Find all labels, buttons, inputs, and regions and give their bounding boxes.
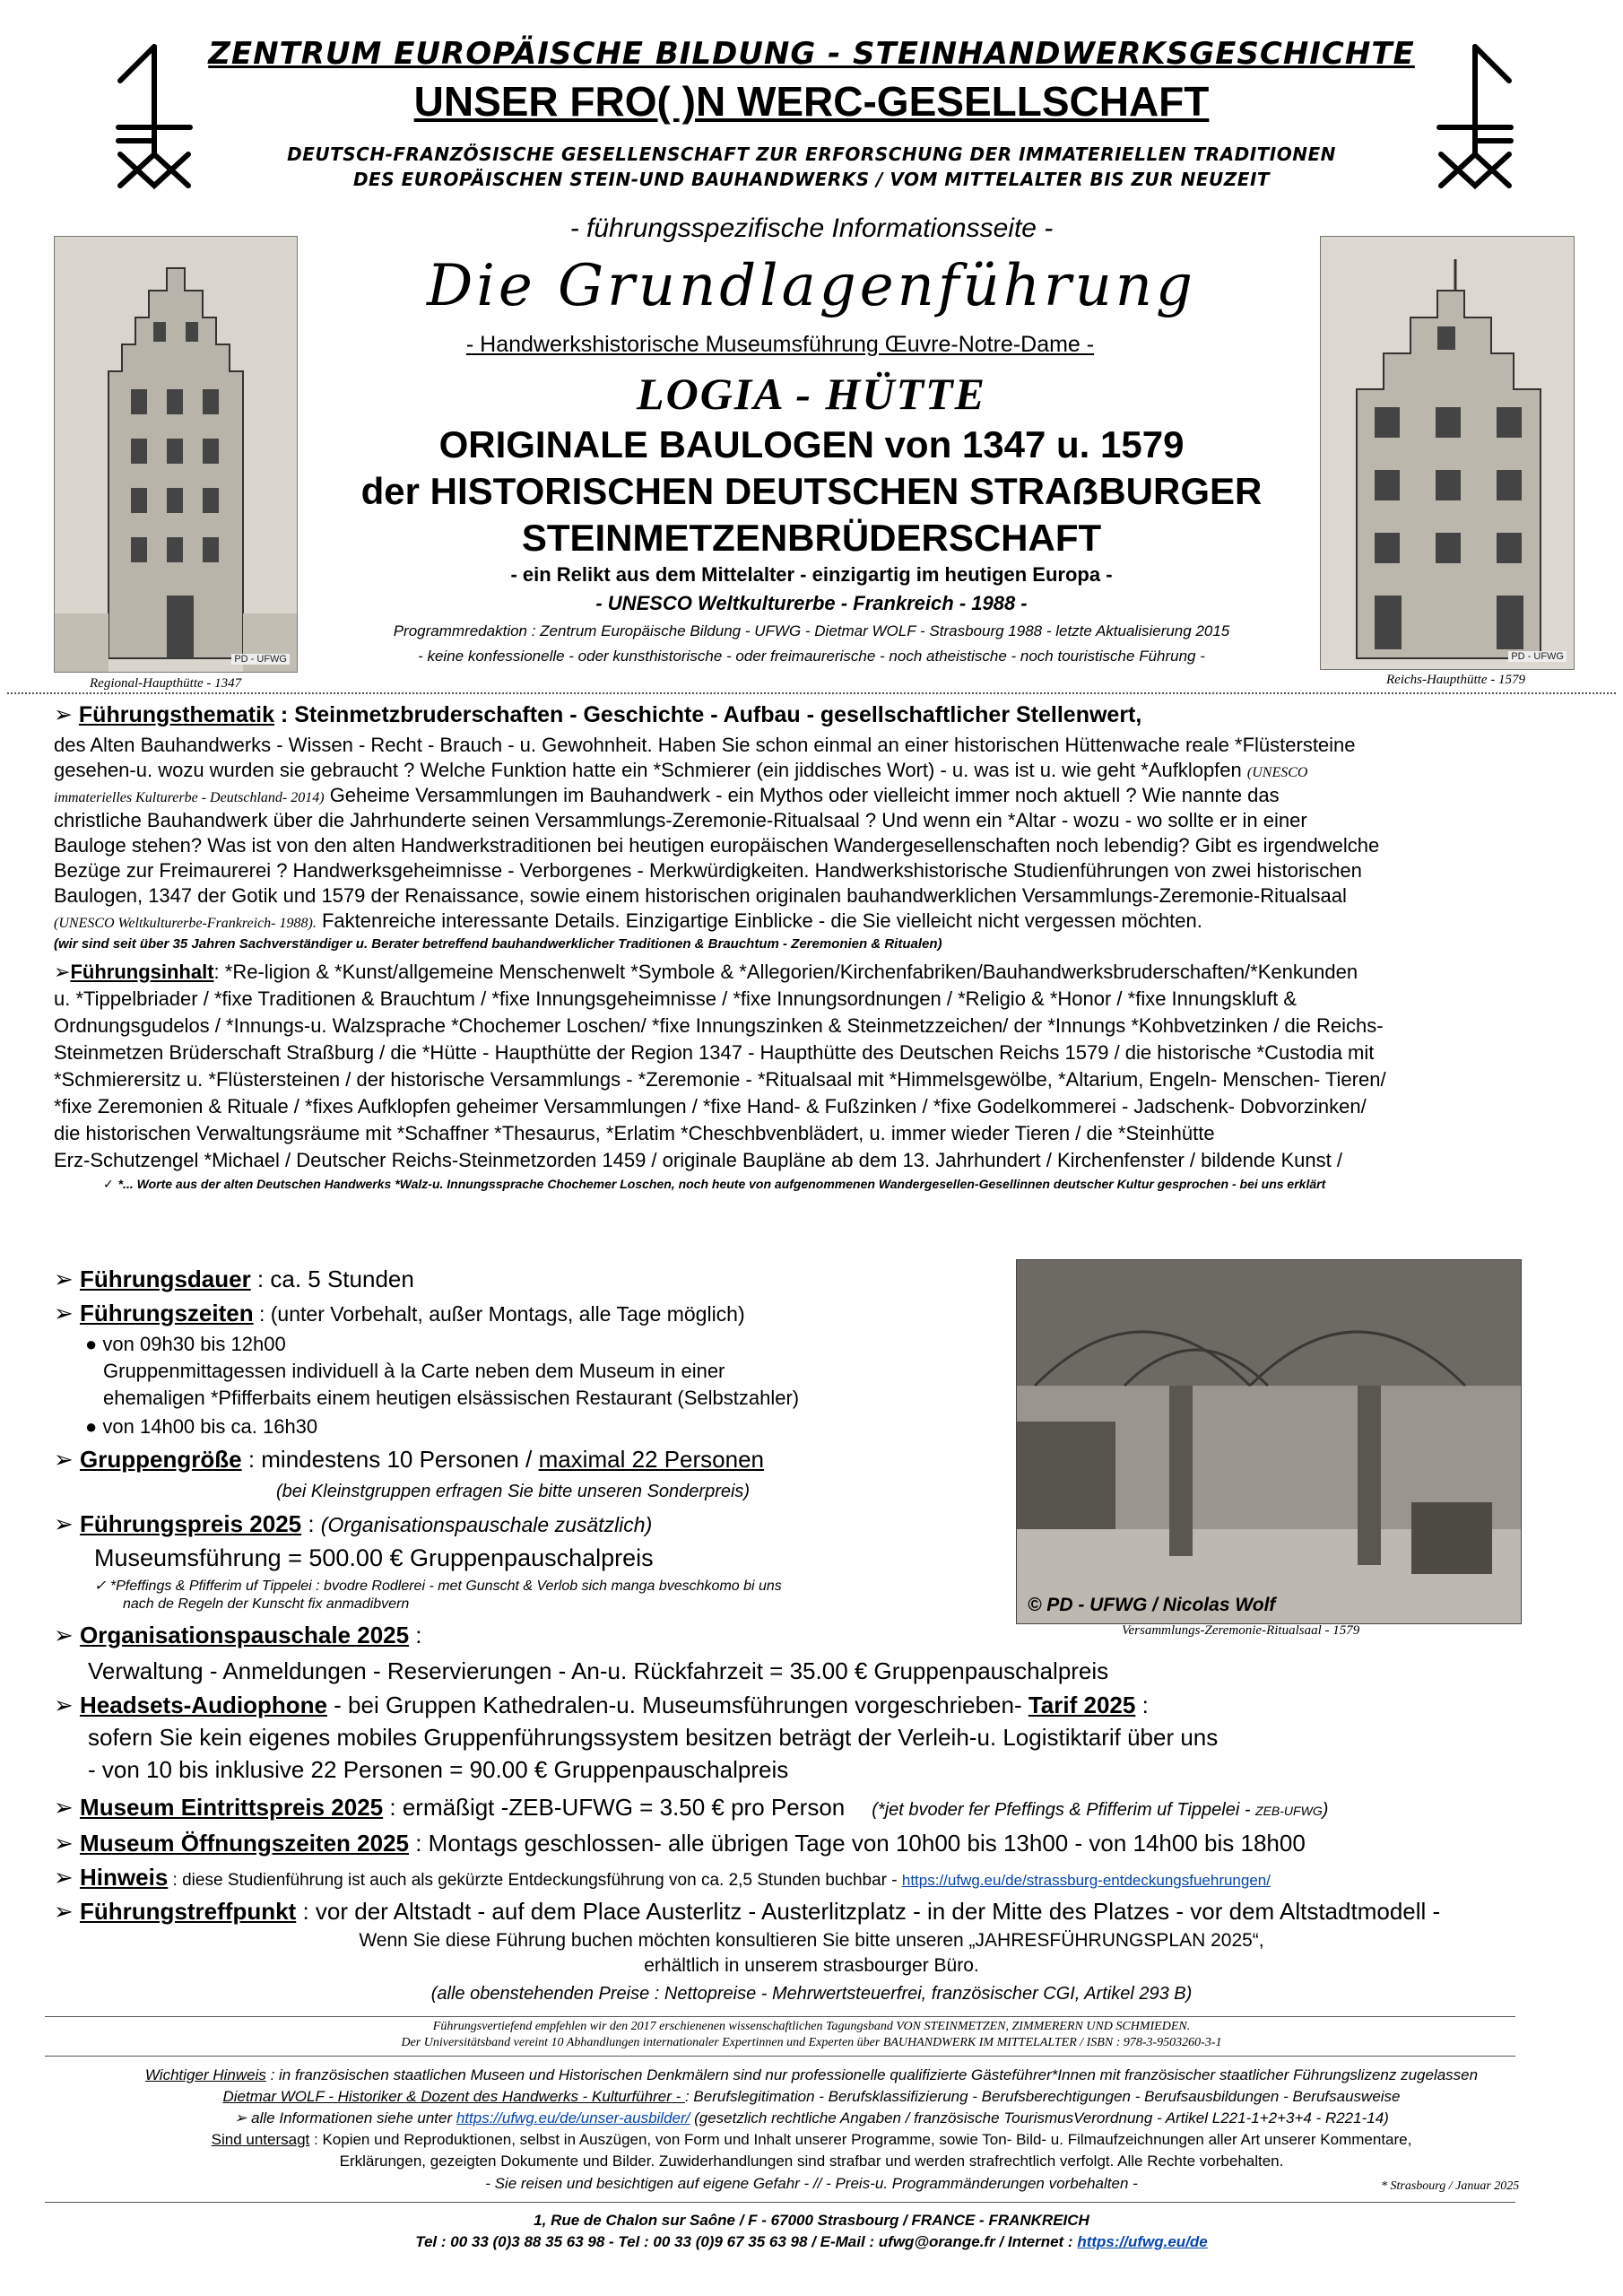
orga-detail: Verwaltung - Anmeldungen - Reservierungen - An-u. Rückfahrzeit = 35.00 € Gruppenpauschalpreis — [88, 1657, 1109, 1684]
hall-caption: Versammlungs-Zeremonie-Ritualsaal - 1579 — [1122, 1623, 1360, 1638]
museum-price: Museumsführung = 500.00 € Gruppenpauschalpreis — [94, 1544, 654, 1571]
thematik-text-4: christliche Bauhandwerk über die Jahrhunderte seinen Versammlungs-Zeremonie-Ritualsaal ? Und wenn ein *Altar - wozu - wo sollte er in einer — [54, 809, 1307, 831]
website-link[interactable]: https://ufwg.eu/de — [1077, 2233, 1208, 2250]
divider — [45, 2056, 1515, 2057]
heading-line-3: STEINMETZENBRÜDERSCHAFT — [521, 517, 1102, 559]
inhalt-line-1: ➢Führungsinhalt: *Re-ligion & *Kunst/allgemeine Menschenwelt *Symbole & *Allegorien/Kirchenfabriken/Bauhandwerksbruderschaften/*Kenkunden — [54, 961, 1358, 984]
thematik-text-1: des Alten Bauhandwerks - Wissen - Recht - Brauch - u. Gewohnheit. Haben Sie schon einmal an einer historischen Hüttenwache reale *Flüstersteine — [54, 734, 1356, 756]
zeiten-line: ➢ Führungszeiten : (unter Vorbehalt, außer Montags, alle Tage möglich) — [54, 1300, 745, 1327]
regional-lodge-photo — [54, 236, 298, 673]
bullet-dot-icon: ● — [85, 1415, 103, 1438]
thematik-text-5: Bauloge stehen? Was ist von den alten Handwerkstraditionen bei heutigen europäischen Wandergesellenschaften noch lebendig? Gibt es irgendwelche — [54, 834, 1380, 857]
zeiten-lunch-2: ehemaligen *Pfifferbaits einem heutigen elsässischen Restaurant (Selbstzahler) — [103, 1387, 800, 1409]
thematik-text-7: Baulogen, 1347 der Gotik und 1579 der Renaissance, sowie einem historischen originalen bauhandwerklichen Versammlungs-Zeremonie-Ritualsaal — [54, 884, 1347, 907]
guide-credentials: Dietmar WOLF - Historiker & Dozent des Handwerks - Kulturführer - : Berufslegitimation - Berufsklassifizierung - Berufsberechtigungen - Berufsausbildungen - Berufsausweise — [222, 2088, 1401, 2105]
left-photo-caption: Regional-Haupthütte - 1347 — [90, 676, 242, 691]
inhalt-line-7: die historischen Verwaltungsräume mit *Schaffner *Thesaurus, *Erlatim *Cheschbvenblädert, u. immer wieder Tieren / die *Steinhütte — [54, 1122, 1215, 1144]
thematik-heading: ➢ Führungsthematik : Steinmetzbruderschaften - Geschichte - Aufbau - gesellschaftlicher Stellenwert, — [54, 701, 1142, 727]
dauer-line: ➢ Führungsdauer : ca. 5 Stunden — [54, 1265, 414, 1293]
footer-contact: Tel : 00 33 (0)3 88 35 63 98 - Tel : 00 33 (0)9 67 35 63 98 / E-Mail : ufwg@orange.fr / Internet : https://ufwg.eu/de — [415, 2233, 1208, 2250]
heading-line-1: ORIGINALE BAULOGEN von 1347 u. 1579 — [438, 423, 1185, 465]
footer-address: 1, Rue de Chalon sur Saône / F - 67000 Strasbourg / FRANCE - FRANKREICH — [534, 2212, 1089, 2229]
tour-subtitle: - Handwerkshistorische Museumsführung Œuvre-Notre-Dame - — [465, 332, 1095, 357]
society-title: UNSER FRO( )N WERC-GESELLSCHAFT — [413, 78, 1210, 125]
booking-line-3: (alle obenstehenden Preise : Nettopreise - Mehrwertsteuerfrei, französischer CGI, Artikel 293 B) — [430, 1984, 1193, 2004]
right-photo-caption: Reichs-Haupthütte - 1579 — [1386, 673, 1525, 687]
booking-line-2: erhältlich in unserem strasbourger Büro. — [644, 1955, 979, 1976]
thematik-text-2: gesehen-u. wozu wurden sie gebraucht ? Welche Funktion hatte ein *Schmierer (ein jiddisches Wort) - u. was ist u. wie geht *Aufklopfen (UNESCO — [54, 759, 1308, 781]
oeffnung-line: ➢ Museum Öffnungszeiten 2025 : Montags geschlossen- alle übrigen Tage von 10h00 bis 13h00 - von 14h00 bis 18h00 — [54, 1830, 1306, 1857]
logia-heading: LOGIA - HÜTTE — [637, 369, 986, 419]
prohibited-notice-1: Sind untersagt : Kopien und Reproduktionen, selbst in Auszügen, von Form und Inhalt unserer Programme, sowie Ton- Bild- u. Filmaufzeichnungen aller Art unserer Kommentare, — [211, 2131, 1412, 2148]
info-page-label: - führungsspezifische Informationsseite - — [569, 213, 1054, 243]
preis-note-2: nach de Regeln der Kunscht fix anmadibvern — [123, 1596, 410, 1612]
building-illustration — [55, 237, 297, 672]
photo-stamp: PD - UFWG — [231, 654, 290, 665]
groesse-note: (bei Kleinstgruppen erfragen Sie bitte unseren Sonderpreis) — [276, 1482, 751, 1501]
groesse-line: ➢ Gruppengröße : mindestens 10 Personen / maximal 22 Personen — [54, 1446, 765, 1474]
unesco-line: - UNESCO Weltkulturerbe - Frankreich - 1988 - — [595, 592, 1028, 614]
society-subtitle-1: DEUTSCH-FRANZÖSISCHE GESELLENSCHAFT ZUR ERFORSCHUNG DER IMMATERIELLEN TRADITIONEN — [287, 144, 1336, 165]
inhalt-line-8: Erz-Schutzengel *Michael / Deutscher Reichs-Steinmetzorden 1459 / originale Baupläne ab dem 13. Jahrhundert / Kirchenfenster / bildende Kunst / — [54, 1149, 1342, 1171]
tour-title: Die Grundlagenführung — [427, 253, 1196, 319]
divider — [45, 2016, 1515, 2017]
zeiten-afternoon: ● von 14h00 bis ca. 16h30 — [85, 1415, 318, 1438]
imperial-lodge-photo — [1320, 236, 1575, 670]
book-line-2: Der Universitätsband vereint 10 Abhandlungen internationaler Expertinnen und Experten über BAUHANDWERK IM MITTELALTER / ISBN : 978-3-9503260-3-1 — [401, 2036, 1222, 2049]
ausbilder-link[interactable]: https://ufwg.eu/de/unser-ausbilder/ — [456, 2109, 690, 2126]
hinweis-line: ➢ Hinweis : diese Studienführung ist auch als gekürzte Entdeckungsführung von ca. 2,5 Stunden buchbar - https://ufwg.eu/de/strassburg-entdeckungsfuehrungen/ — [54, 1864, 1271, 1892]
inhalt-line-4: Steinmetzen Brüderschaft Straßburg / die *Hütte - Haupthütte der Region 1347 - Haupthütte des Deutschen Reichs 1579 / die historische *Custodia mit — [54, 1041, 1375, 1064]
divider — [45, 2202, 1515, 2203]
info-reference: ➢ alle Informationen siehe unter https://ufwg.eu/de/unser-ausbilder/ (gesetzlich rechtliche Angaben / französische TourismusVerordnung - Artikel L221-1+2+3+4 - R221-14) — [234, 2109, 1389, 2126]
inhalt-line-3: Ordnungsgudelos / *Innungs-u. Walzsprache *Chochemer Loschen/ *fixe Innungszinken & Steinmetzzeichen/ der *Innungs *Kohbvetzinken / die Reichs- — [54, 1014, 1384, 1037]
relic-line: - ein Relikt aus dem Mittelalter - einzigartig im heutigen Europa - — [510, 563, 1113, 586]
eintritt-line: ➢ Museum Eintrittspreis 2025 : ermäßigt -ZEB-UFWG = 3.50 € pro Person (*jet bvoder fer Pfeffings & Pfifferim uf Tippelei - ZEB-UFWG) — [54, 1794, 1329, 1822]
hall-illustration — [1017, 1260, 1521, 1623]
orga-line: ➢ Organisationspauschale 2025 : — [54, 1622, 422, 1649]
book-line-1: Führungsvertiefend empfehlen wir den 2017 erschienenen wissenschaftlichen Tagungsband VON STEINMETZEN, ZIMMERERN UND SCHMIEDEN. — [432, 2020, 1191, 2033]
building-illustration — [1321, 237, 1574, 669]
heading-line-2: der HISTORISCHEN DEUTSCHEN STRAẞBURGER — [360, 470, 1263, 512]
zeiten-morning: ● von 09h30 bis 12h00 — [85, 1333, 286, 1355]
zeiten-lunch-1: Gruppenmittagessen individuell à la Carte neben dem Museum in einer — [103, 1360, 725, 1382]
inhalt-label: Führungsinhalt — [70, 961, 214, 983]
editorial-line: Programmredaktion : Zentrum Europäische Bildung - UFWG - Dietmar WOLF - Strasbourg 1988 - letzte Aktualisierung 2015 — [393, 622, 1230, 639]
headsets-line: ➢ Headsets-Audiophone - bei Gruppen Kathedralen-u. Museumsführungen vorgeschrieben- Tarif 2025 : — [54, 1692, 1149, 1719]
arrow-bullet-icon: ➢ — [234, 2109, 247, 2126]
booking-line-1: Wenn Sie diese Führung buchen möchten konsultieren Sie bitte unseren „JAHRESFÜHRUNGSPLAN 2025“, — [359, 1930, 1264, 1951]
section-divider — [7, 692, 1616, 694]
checkmark-icon: ✓ — [103, 1178, 118, 1192]
hall-copyright: © PD - UFWG / Nicolas Wolf — [1028, 1595, 1276, 1615]
thematik-text-8: (UNESCO Weltkulturerbe-Frankreich- 1988). Faktenreiche interessante Details. Einzigartige Einblicke - die Sie vielleicht nicht vergessen möchten. — [54, 909, 1202, 932]
thematik-text-6: Bezüge zur Freimaurerei ? Handwerksgeheimnisse - Verborgenes - Merkwürdigkeiten. Handwerkshistorische Studienführungen von zwei historischen — [54, 859, 1362, 882]
preis-note-1: ✓ *Pfeffings & Pfifferim uf Tippelei : bvodre Rodlerei - met Gunscht & Verlob sich manga bveschkomo bi uns — [94, 1578, 782, 1594]
important-notice: Wichtiger Hinweis : in französischen staatlichen Museen und Historischen Denkmälern sind nur professionelle qualifizierte Gästeführer*Innen mit französischer staatlicher Führungslizenz zugelassen — [144, 2066, 1479, 2083]
thematik-label: Führungsthematik — [78, 702, 274, 727]
headsets-detail-2: - von 10 bis inklusive 22 Personen = 90.00 € Gruppenpauschalpreis — [88, 1756, 789, 1783]
treff-line: ➢ Führungstreffpunkt : vor der Altstadt - auf dem Place Austerlitz - Austerlitzplatz - in der Mitte des Platzes - vor dem Altstadtmodell - — [54, 1898, 1441, 1926]
risk-notice: - Sie reisen und besichtigen auf eigene Gefahr - // - Preis-u. Programmänderungen vorbehalten - — [485, 2175, 1138, 2192]
thematik-text-3: immaterielles Kulturerbe - Deutschland- 2014) Geheime Versammlungen im Bauhandwerk - ein Mythos oder vielleicht immer noch aktuell ? Wie nannte das — [54, 784, 1280, 806]
society-subtitle-2: DES EUROPÄISCHEN STEIN-UND BAUHANDWERKS / VOM MITTELALTER BIS ZUR NEUZEIT — [352, 169, 1271, 190]
photo-stamp: PD - UFWG — [1508, 651, 1567, 662]
prohibited-notice-2: Erklärungen, gezeigten Dokumente und Bilder. Zuwiderhandlungen sind strafbar und werden strafrechtlich verfolgt. Alle Rechte vorbehalten. — [339, 2152, 1284, 2170]
organization-title: ZENTRUM EUROPÄISCHE BILDUNG - STEINHANDWERKSGESCHICHTE — [208, 36, 1415, 72]
preis-line: ➢ Führungspreis 2025 : (Organisationspauschale zusätzlich) — [54, 1510, 653, 1538]
inhalt-line-6: *fixe Zeremonien & Rituale / *fixes Aufklopfen geheimer Versammlungen / *fixe Hand- & Fußzinken / *fixe Godelkommerei - Jadschenk- Dobvorzinken/ — [54, 1095, 1367, 1118]
document-date: * Strasbourg / Januar 2025 — [1381, 2179, 1520, 2193]
ritual-hall-photo — [1016, 1259, 1522, 1624]
checkmark-icon: ✓ — [94, 1578, 110, 1594]
inhalt-note: ✓ *... Worte aus der alten Deutschen Handwerks *Walz-u. Innungssprache Chochemer Loschen, noch heute von aufgenommenen Wandergesellen-Gesellinnen deutscher Kultur gesprochen - bei uns erklärt — [103, 1177, 1326, 1192]
bullet-dot-icon: ● — [85, 1333, 103, 1355]
headsets-detail-1: sofern Sie kein eigenes mobiles Gruppenführungssystem besitzen beträgt der Verleih-u. Logistiktarif über uns — [88, 1724, 1219, 1751]
thematik-note: (wir sind seit über 35 Jahren Sachverständiger u. Berater betreffend bauhandwerklicher Traditionen & Brauchtum - Zeremonien & Ritualen) — [54, 936, 942, 952]
neutrality-line: - keine konfessionelle - oder kunsthistorische - oder freimaurerische - noch atheistische - noch touristische Führung - — [418, 648, 1205, 665]
entdeckungsfuehrungen-link[interactable]: https://ufwg.eu/de/strassburg-entdeckungsfuehrungen/ — [901, 1872, 1271, 1889]
inhalt-line-2: u. *Tippelbriader / *fixe Traditionen & Brauchtum / *fixe Innungsgeheimnisse / *fixe Innungsordnungen / *Religio & *Honor / *fixe Innungskluft & — [54, 987, 1297, 1010]
inhalt-line-5: *Schmierersitz u. *Flüstersteinen / der historische Versammlungs - *Zeremonie - *Ritualsaal mit *Himmelsgewölbe, *Altarium, Engeln- Menschen- Tieren/ — [54, 1068, 1386, 1091]
